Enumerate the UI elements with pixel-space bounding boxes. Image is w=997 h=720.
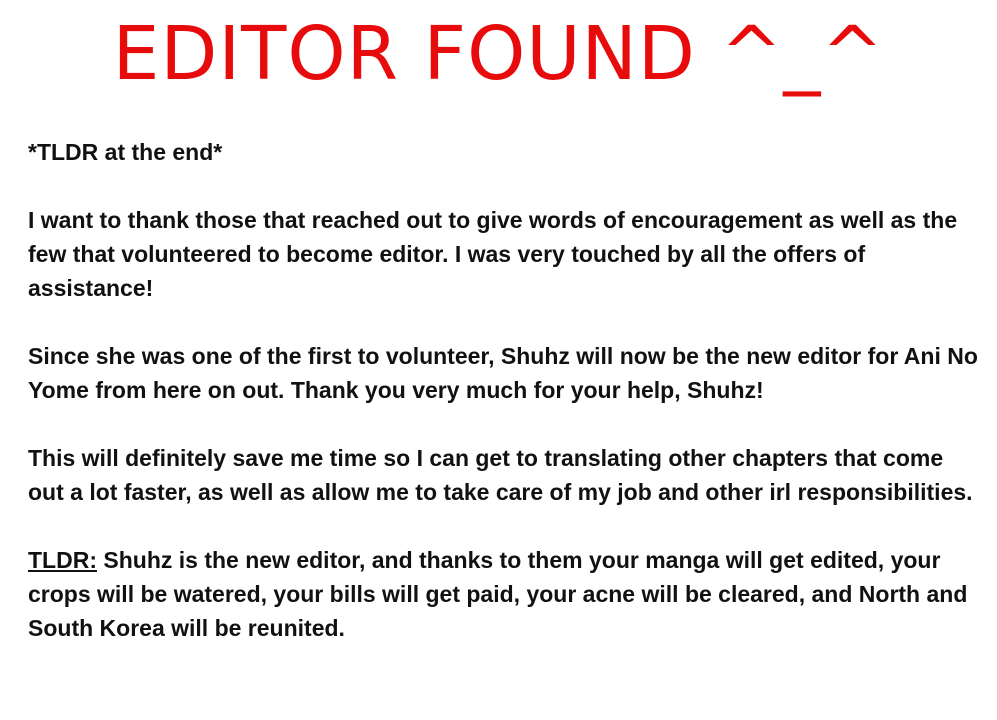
tldr-text: Shuhz is the new editor, and thanks to them your manga will get edited, your crops will be watered, your bills will get paid, your acne will be cleared, and North and South Korea will be reunited.	[28, 547, 968, 641]
page-title: EDITOR FOUND ^_^	[112, 11, 885, 97]
tldr-paragraph	[28, 543, 978, 645]
time-saving-paragraph: This will definitely save me time so I can get to translating other chapters that come out a lot faster, as well as allow me to take care of my job and other irl responsibilities.	[28, 445, 973, 505]
new-editor-paragraph: Since she was one of the first to volunteer, Shuhz will now be the new editor for Ani No Yome from here on out. Thank you very much for your help, Shuhz!	[28, 343, 978, 403]
tldr-note: *TLDR at the end*	[28, 139, 223, 165]
tldr-label: TLDR:	[28, 547, 97, 573]
announcement-body	[28, 135, 978, 645]
thanks-paragraph: I want to thank those that reached out to give words of encouragement as well as the few that volunteered to become editor. I was very touched by all the offers of assistance!	[28, 207, 958, 301]
